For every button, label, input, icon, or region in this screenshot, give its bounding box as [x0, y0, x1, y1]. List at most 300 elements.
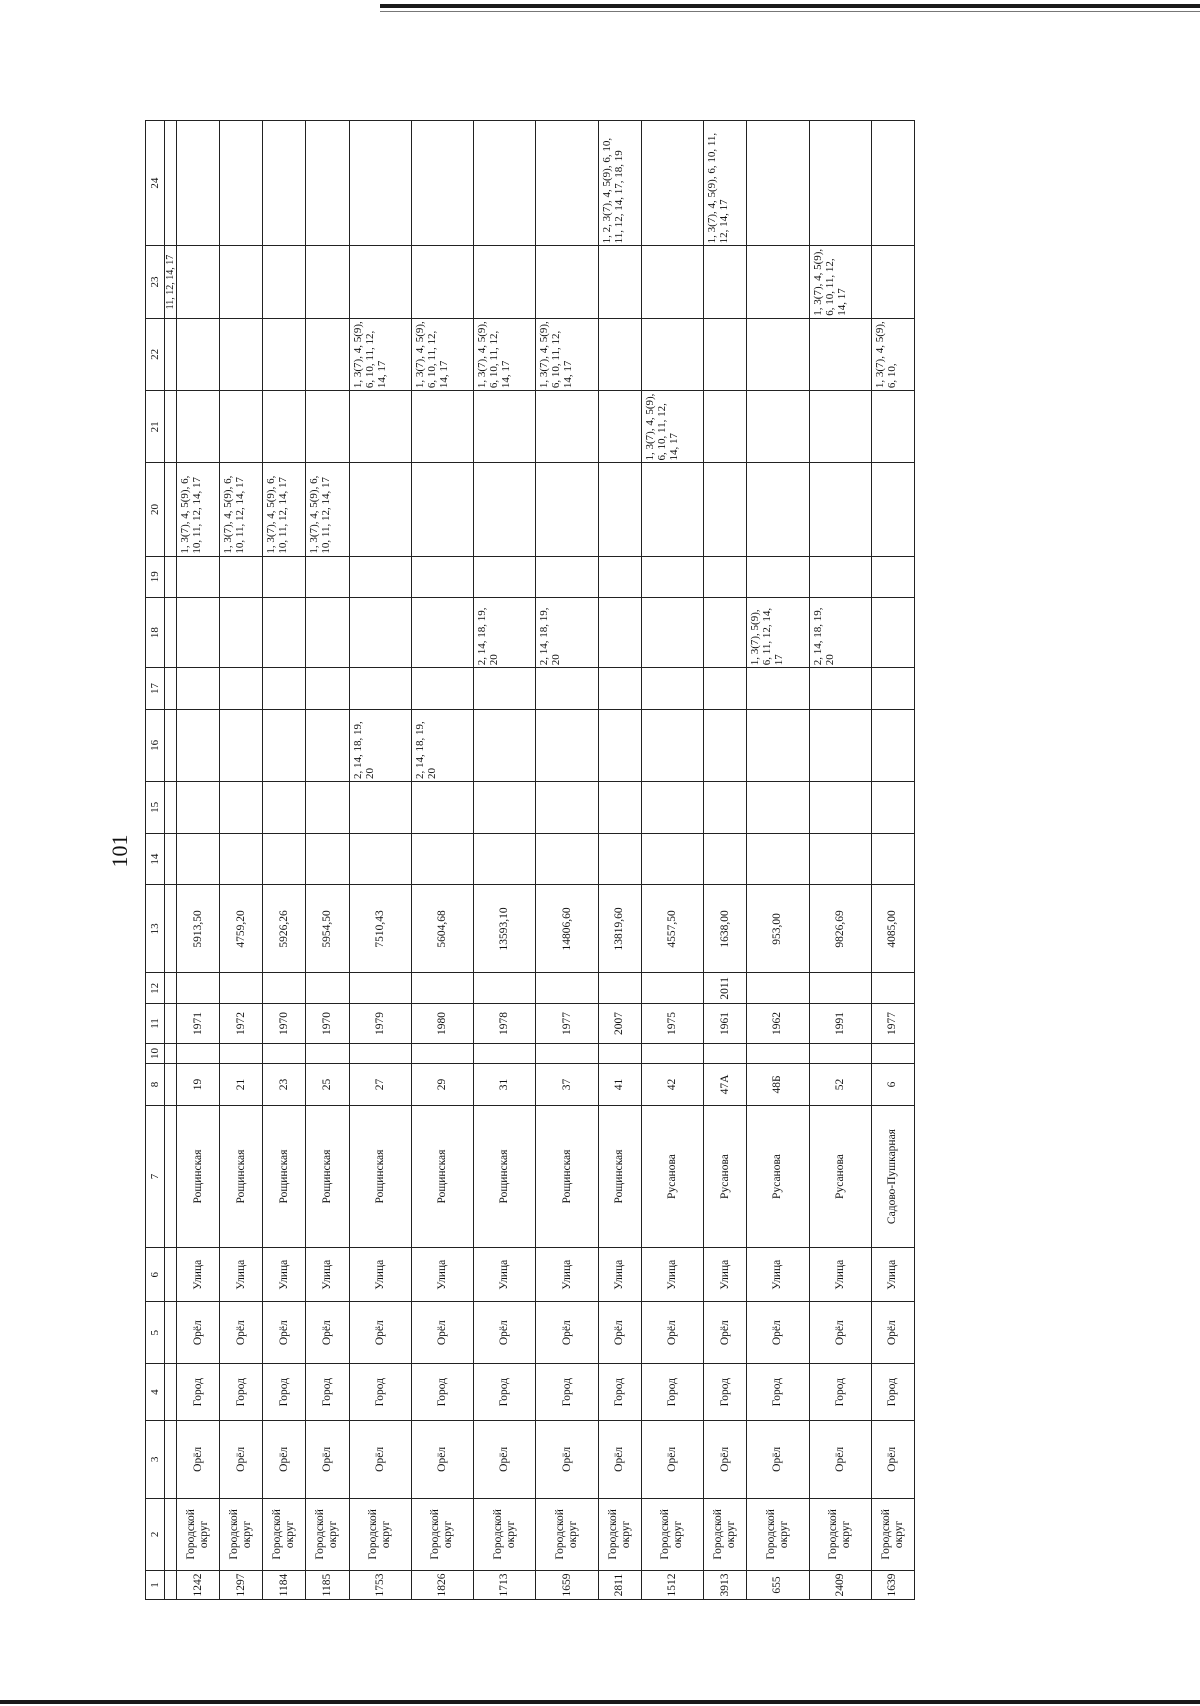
cell-col-4: Город [871, 1364, 914, 1421]
cell-col-14 [411, 833, 473, 885]
cell-col-23 [747, 246, 809, 318]
cell-col-23 [641, 246, 703, 318]
cell-col-11: 1980 [411, 1004, 473, 1043]
cell-col-7: Русанова [641, 1105, 703, 1248]
cell-col-5: Орёл [704, 1302, 747, 1364]
cell-col-12 [871, 973, 914, 1004]
cell-col-21 [177, 391, 220, 463]
cell-col-21 [411, 391, 473, 463]
cell-col-4: Город [809, 1364, 871, 1421]
subheader-cell-4 [165, 1364, 177, 1421]
cell-col-23 [220, 246, 263, 318]
cell-col-17 [809, 668, 871, 709]
cell-col-24 [306, 121, 349, 246]
cell-col-10 [177, 1043, 220, 1064]
subheader-cell-20 [165, 463, 177, 556]
table-row [536, 121, 598, 1600]
cell-col-12 [641, 973, 703, 1004]
cell-col-2: Городской округ [871, 1498, 914, 1570]
cell-col-23: 1, 3(7), 4, 5(9), 6, 10, 11, 12, 14, 17 [809, 246, 871, 318]
cell-col-5: Орёл [411, 1302, 473, 1364]
table-row [809, 121, 871, 1600]
cell-col-10 [871, 1043, 914, 1064]
cell-col-8: 42 [641, 1064, 703, 1105]
cell-col-10 [220, 1043, 263, 1064]
cell-col-22: 1, 3(7), 4, 5(9), 6, 10, [871, 318, 914, 390]
cell-col-8: 47А [704, 1064, 747, 1105]
cell-col-22: 1, 3(7), 4, 5(9), 6, 10, 11, 12, 14, 17 [411, 318, 473, 390]
cell-col-5: Орёл [220, 1302, 263, 1364]
cell-col-19 [411, 556, 473, 597]
cell-col-11: 2007 [598, 1004, 641, 1043]
cell-col-3: Орёл [474, 1421, 536, 1499]
cell-col-2: Городской округ [704, 1498, 747, 1570]
cell-col-14 [747, 833, 809, 885]
cell-col-13: 4557,50 [641, 885, 703, 973]
cell-col-23 [411, 246, 473, 318]
cell-col-14 [220, 833, 263, 885]
cell-col-6: Улица [641, 1248, 703, 1302]
table-row [220, 121, 263, 1600]
cell-col-20 [411, 463, 473, 556]
header-cell-15: 15 [146, 782, 165, 834]
registry-table [145, 120, 915, 1600]
cell-col-24 [474, 121, 536, 246]
cell-col-13: 5604,68 [411, 885, 473, 973]
cell-col-15 [598, 782, 641, 834]
header-cell-22: 22 [146, 318, 165, 390]
subheader-cell-17 [165, 668, 177, 709]
cell-col-7: Рощинская [536, 1105, 598, 1248]
cell-col-7: Русанова [704, 1105, 747, 1248]
cell-col-13: 13593,10 [474, 885, 536, 973]
cell-col-14 [704, 833, 747, 885]
cell-col-10 [263, 1043, 306, 1064]
cell-col-4: Город [641, 1364, 703, 1421]
cell-col-22 [177, 318, 220, 390]
cell-col-23 [474, 246, 536, 318]
cell-col-8: 41 [598, 1064, 641, 1105]
cell-col-12 [263, 973, 306, 1004]
cell-col-13: 953,00 [747, 885, 809, 973]
cell-col-7: Рощинская [263, 1105, 306, 1248]
cell-col-3: Орёл [809, 1421, 871, 1499]
cell-col-17 [220, 668, 263, 709]
subheader-cell-10 [165, 1043, 177, 1064]
header-cell-1: 1 [146, 1571, 165, 1600]
cell-col-18 [349, 597, 411, 667]
cell-col-23 [177, 246, 220, 318]
cell-col-12 [306, 973, 349, 1004]
header-cell-21: 21 [146, 391, 165, 463]
cell-col-5: Орёл [349, 1302, 411, 1364]
header-cell-7: 7 [146, 1105, 165, 1248]
cell-col-22 [809, 318, 871, 390]
cell-col-22 [641, 318, 703, 390]
subheader-cell-24 [165, 121, 177, 246]
cell-col-23 [704, 246, 747, 318]
cell-col-6: Улица [598, 1248, 641, 1302]
cell-col-21 [536, 391, 598, 463]
cell-col-2: Городской округ [411, 1498, 473, 1570]
cell-col-16 [598, 709, 641, 781]
cell-col-13: 9826,69 [809, 885, 871, 973]
table-head [146, 121, 177, 1600]
header-cell-6: 6 [146, 1248, 165, 1302]
subheader-cell-2 [165, 1498, 177, 1570]
cell-col-22 [263, 318, 306, 390]
cell-col-10 [306, 1043, 349, 1064]
cell-col-1: 1185 [306, 1571, 349, 1600]
cell-col-24 [536, 121, 598, 246]
header-cell-20: 20 [146, 463, 165, 556]
cell-col-15 [220, 782, 263, 834]
cell-col-16 [474, 709, 536, 781]
cell-col-8: 25 [306, 1064, 349, 1105]
cell-col-1: 1753 [349, 1571, 411, 1600]
cell-col-14 [641, 833, 703, 885]
subheader-cell-13 [165, 885, 177, 973]
table-row [177, 121, 220, 1600]
subheader-cell-22 [165, 318, 177, 390]
cell-col-16 [220, 709, 263, 781]
cell-col-6: Улица [349, 1248, 411, 1302]
cell-col-7: Рощинская [474, 1105, 536, 1248]
cell-col-10 [349, 1043, 411, 1064]
cell-col-18 [220, 597, 263, 667]
header-cell-4: 4 [146, 1364, 165, 1421]
cell-col-4: Город [220, 1364, 263, 1421]
cell-col-3: Орёл [220, 1421, 263, 1499]
cell-col-6: Улица [177, 1248, 220, 1302]
cell-col-7: Рощинская [306, 1105, 349, 1248]
cell-col-13: 13819,60 [598, 885, 641, 973]
cell-col-19 [220, 556, 263, 597]
cell-col-18 [306, 597, 349, 667]
cell-col-1: 1242 [177, 1571, 220, 1600]
cell-col-20: 1, 3(7), 4, 5(9), 6, 10, 11, 12, 14, 17 [306, 463, 349, 556]
cell-col-5: Орёл [747, 1302, 809, 1364]
cell-col-1: 1639 [871, 1571, 914, 1600]
cell-col-17 [177, 668, 220, 709]
cell-col-12 [349, 973, 411, 1004]
cell-col-10 [809, 1043, 871, 1064]
cell-col-5: Орёл [177, 1302, 220, 1364]
cell-col-17 [704, 668, 747, 709]
table-row [598, 121, 641, 1600]
cell-col-15 [263, 782, 306, 834]
cell-col-8: 31 [474, 1064, 536, 1105]
cell-col-11: 1977 [871, 1004, 914, 1043]
cell-col-20 [641, 463, 703, 556]
header-subrow [165, 121, 177, 1600]
cell-col-10 [536, 1043, 598, 1064]
cell-col-5: Орёл [809, 1302, 871, 1364]
cell-col-8: 48Б [747, 1064, 809, 1105]
subheader-cell-19 [165, 556, 177, 597]
cell-col-12 [177, 973, 220, 1004]
cell-col-19 [747, 556, 809, 597]
cell-col-16 [871, 709, 914, 781]
subheader-cell-18 [165, 597, 177, 667]
cell-col-19 [641, 556, 703, 597]
header-cell-13: 13 [146, 885, 165, 973]
cell-col-5: Орёл [474, 1302, 536, 1364]
cell-col-18 [871, 597, 914, 667]
cell-col-2: Городской округ [536, 1498, 598, 1570]
cell-col-22: 1, 3(7), 4, 5(9), 6, 10, 11, 12, 14, 17 [349, 318, 411, 390]
cell-col-17 [598, 668, 641, 709]
subheader-cell-8 [165, 1064, 177, 1105]
cell-col-6: Улица [263, 1248, 306, 1302]
header-cell-19: 19 [146, 556, 165, 597]
cell-col-16 [263, 709, 306, 781]
cell-col-14 [306, 833, 349, 885]
cell-col-20: 1, 3(7), 4, 5(9), 6, 10, 11, 12, 14, 17 [263, 463, 306, 556]
cell-col-11: 1961 [704, 1004, 747, 1043]
cell-col-13: 5913,50 [177, 885, 220, 973]
cell-col-3: Орёл [747, 1421, 809, 1499]
cell-col-15 [809, 782, 871, 834]
cell-col-8: 29 [411, 1064, 473, 1105]
cell-col-14 [536, 833, 598, 885]
cell-col-7: Русанова [747, 1105, 809, 1248]
cell-col-12: 2011 [704, 973, 747, 1004]
cell-col-21 [220, 391, 263, 463]
cell-col-14 [177, 833, 220, 885]
cell-col-2: Городской округ [177, 1498, 220, 1570]
cell-col-4: Город [536, 1364, 598, 1421]
cell-col-5: Орёл [536, 1302, 598, 1364]
table-row [871, 121, 914, 1600]
cell-col-20 [349, 463, 411, 556]
header-cell-10: 10 [146, 1043, 165, 1064]
header-cell-23: 23 [146, 246, 165, 318]
cell-col-8: 27 [349, 1064, 411, 1105]
cell-col-17 [474, 668, 536, 709]
cell-col-18 [411, 597, 473, 667]
cell-col-3: Орёл [177, 1421, 220, 1499]
cell-col-14 [809, 833, 871, 885]
cell-col-11: 1975 [641, 1004, 703, 1043]
top-rule-thin [380, 11, 1200, 12]
cell-col-20 [704, 463, 747, 556]
header-cell-18: 18 [146, 597, 165, 667]
cell-col-14 [263, 833, 306, 885]
cell-col-7: Садово-Пушкарная [871, 1105, 914, 1248]
table-wrapper [145, 120, 915, 1600]
cell-col-12 [598, 973, 641, 1004]
table-row [474, 121, 536, 1600]
cell-col-1: 1184 [263, 1571, 306, 1600]
cell-col-16: 2, 14, 18, 19, 20 [349, 709, 411, 781]
cell-col-15 [306, 782, 349, 834]
cell-col-1: 655 [747, 1571, 809, 1600]
cell-col-6: Улица [871, 1248, 914, 1302]
cell-col-17 [536, 668, 598, 709]
cell-col-8: 52 [809, 1064, 871, 1105]
cell-col-24: 1, 2, 3(7), 4, 5(9), 6, 10, 11, 12, 14, 17, 18, 19 [598, 121, 641, 246]
header-cell-14: 14 [146, 833, 165, 885]
cell-col-20 [474, 463, 536, 556]
cell-col-7: Рощинская [349, 1105, 411, 1248]
cell-col-22 [747, 318, 809, 390]
header-cell-8: 8 [146, 1064, 165, 1105]
cell-col-15 [474, 782, 536, 834]
cell-col-18: 2, 14, 18, 19, 20 [809, 597, 871, 667]
cell-col-4: Город [177, 1364, 220, 1421]
cell-col-12 [220, 973, 263, 1004]
cell-col-20 [747, 463, 809, 556]
subheader-cell-6 [165, 1248, 177, 1302]
cell-col-20 [536, 463, 598, 556]
table-row [349, 121, 411, 1600]
subheader-cell-5 [165, 1302, 177, 1364]
cell-col-6: Улица [306, 1248, 349, 1302]
cell-col-8: 6 [871, 1064, 914, 1105]
cell-col-15 [747, 782, 809, 834]
cell-col-23 [871, 246, 914, 318]
cell-col-6: Улица [747, 1248, 809, 1302]
subheader-cell-3 [165, 1421, 177, 1499]
table-body [177, 121, 915, 1600]
cell-col-11: 1972 [220, 1004, 263, 1043]
cell-col-11: 1962 [747, 1004, 809, 1043]
cell-col-17 [306, 668, 349, 709]
cell-col-17 [641, 668, 703, 709]
cell-col-23 [349, 246, 411, 318]
cell-col-14 [871, 833, 914, 885]
cell-col-10 [704, 1043, 747, 1064]
subheader-cell-15 [165, 782, 177, 834]
header-cell-11: 11 [146, 1004, 165, 1043]
cell-col-16 [536, 709, 598, 781]
cell-col-11: 1971 [177, 1004, 220, 1043]
cell-col-3: Орёл [263, 1421, 306, 1499]
cell-col-16 [641, 709, 703, 781]
cell-col-24 [411, 121, 473, 246]
cell-col-2: Городской округ [306, 1498, 349, 1570]
cell-col-13: 5926,26 [263, 885, 306, 973]
cell-col-13: 5954,50 [306, 885, 349, 973]
cell-col-23 [263, 246, 306, 318]
subheader-cell-16 [165, 709, 177, 781]
cell-col-6: Улица [536, 1248, 598, 1302]
cell-col-21 [704, 391, 747, 463]
subheader-cell-11 [165, 1004, 177, 1043]
cell-col-2: Городской округ [809, 1498, 871, 1570]
cell-col-10 [474, 1043, 536, 1064]
cell-col-10 [747, 1043, 809, 1064]
table-row [747, 121, 809, 1600]
bottom-rule [0, 1700, 1200, 1704]
cell-col-23 [306, 246, 349, 318]
cell-col-16 [306, 709, 349, 781]
cell-col-21 [871, 391, 914, 463]
subheader-cell-14 [165, 833, 177, 885]
cell-col-19 [306, 556, 349, 597]
cell-col-7: Рощинская [411, 1105, 473, 1248]
header-cell-16: 16 [146, 709, 165, 781]
cell-col-24 [349, 121, 411, 246]
cell-col-17 [411, 668, 473, 709]
cell-col-12 [747, 973, 809, 1004]
cell-col-19 [177, 556, 220, 597]
cell-col-20: 1, 3(7), 4, 5(9), 6, 10, 11, 12, 14, 17 [220, 463, 263, 556]
cell-col-3: Орёл [598, 1421, 641, 1499]
cell-col-22: 1, 3(7), 4, 5(9), 6, 10, 11, 12, 14, 17 [536, 318, 598, 390]
cell-col-1: 2811 [598, 1571, 641, 1600]
cell-col-17 [349, 668, 411, 709]
cell-col-5: Орёл [641, 1302, 703, 1364]
cell-col-12 [536, 973, 598, 1004]
cell-col-13: 7510,43 [349, 885, 411, 973]
header-cell-3: 3 [146, 1421, 165, 1499]
cell-col-20: 1, 3(7), 4, 5(9), 6, 10, 11, 12, 14, 17 [177, 463, 220, 556]
table-row [263, 121, 306, 1600]
cell-col-11: 1978 [474, 1004, 536, 1043]
cell-col-15 [871, 782, 914, 834]
cell-col-2: Городской округ [349, 1498, 411, 1570]
cell-col-18 [641, 597, 703, 667]
header-cell-5: 5 [146, 1302, 165, 1364]
cell-col-2: Городской округ [747, 1498, 809, 1570]
cell-col-4: Город [704, 1364, 747, 1421]
cell-col-14 [349, 833, 411, 885]
cell-col-18: 2, 14, 18, 19, 20 [536, 597, 598, 667]
cell-col-4: Город [474, 1364, 536, 1421]
cell-col-4: Город [411, 1364, 473, 1421]
cell-col-6: Улица [809, 1248, 871, 1302]
cell-col-5: Орёл [871, 1302, 914, 1364]
subheader-cell-7 [165, 1105, 177, 1248]
cell-col-7: Рощинская [177, 1105, 220, 1248]
cell-col-4: Город [747, 1364, 809, 1421]
cell-col-19 [263, 556, 306, 597]
cell-col-24 [747, 121, 809, 246]
cell-col-24 [220, 121, 263, 246]
header-cell-24: 24 [146, 121, 165, 246]
subheader-cell-23: 11, 12, 14, 17 [165, 246, 177, 318]
cell-col-19 [349, 556, 411, 597]
table-row [641, 121, 703, 1600]
cell-col-5: Орёл [306, 1302, 349, 1364]
cell-col-1: 1297 [220, 1571, 263, 1600]
cell-col-20 [809, 463, 871, 556]
cell-col-23 [598, 246, 641, 318]
cell-col-22 [220, 318, 263, 390]
cell-col-22 [598, 318, 641, 390]
cell-col-17 [871, 668, 914, 709]
header-cell-2: 2 [146, 1498, 165, 1570]
cell-col-18 [263, 597, 306, 667]
cell-col-22 [306, 318, 349, 390]
header-cell-17: 17 [146, 668, 165, 709]
cell-col-3: Орёл [349, 1421, 411, 1499]
page-number: 101 [107, 834, 132, 868]
top-rule [380, 4, 1200, 8]
cell-col-2: Городской округ [641, 1498, 703, 1570]
cell-col-3: Орёл [641, 1421, 703, 1499]
cell-col-1: 3913 [704, 1571, 747, 1600]
cell-col-7: Рощинская [598, 1105, 641, 1248]
table-row [306, 121, 349, 1600]
cell-col-6: Улица [220, 1248, 263, 1302]
cell-col-1: 1713 [474, 1571, 536, 1600]
cell-col-12 [474, 973, 536, 1004]
cell-col-1: 1512 [641, 1571, 703, 1600]
cell-col-18 [177, 597, 220, 667]
